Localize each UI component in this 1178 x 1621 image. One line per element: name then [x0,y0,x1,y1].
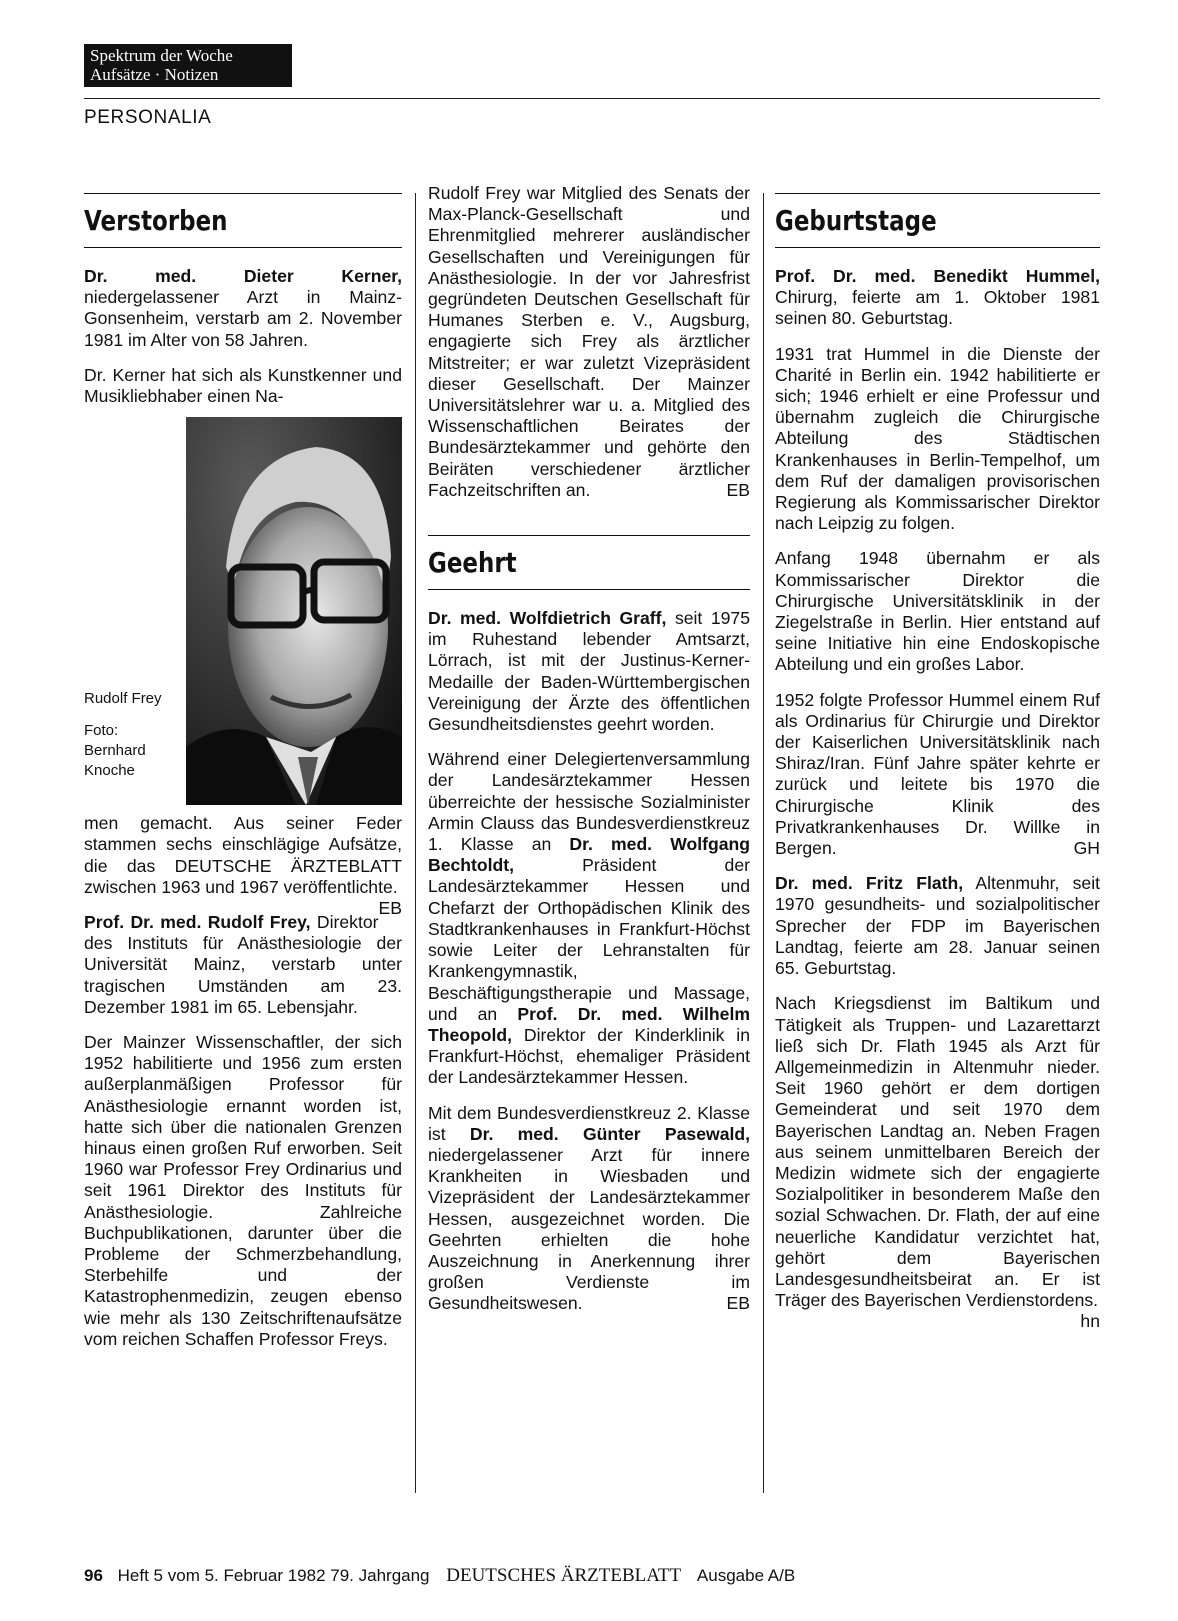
signature-hn: hn [1080,1311,1100,1332]
text-frey-3: Rudolf Frey war Mitglied des Senats der Max-Planck-Gesellschaft und Ehrenmitglied mehrerer ausländischer Gesellschaften und Vereinigungen für Anästhesiologie. In der vor Jahresfrist gegründeten Deutschen Gesellschaft für Humanes Sterben e. V., Augsburg, engagierte sich Frey als ärztlicher Mitstreiter; er war zuletzt Vizepräsident dieser Gesellschaft. Der Mainzer Universitätslehrer war u. a. Mitglied des Wissenschaftlichen Beirates der Bundesärztekammer und gehörte den Beiräten verschiedener ärztlicher Fachzeitschriften an. [428,183,750,500]
caption-name: Rudolf Frey [84,690,162,708]
text-hummel-4: 1952 folgte Professor Hummel einem Ruf als Ordinarius für Chirurgie und Direktor der Kaiserlichen Universitätsklinik nach Shiraz/Iran. Fünf Jahre später kehrte er zurück und leitete bis 1970 die Chirurgische Klinik des Privatkrankenhauses Dr. Willke in Bergen. [775,689,1100,859]
text-theopold: Direktor der Kinderklinik in Frankfurt-Höchst, ehemaliger Präsident der Landesärztekammer Hessen. [428,1024,750,1088]
article-frey [84,912,402,1018]
page-number: 96 [84,1566,103,1585]
name-graff: Dr. med. Wolfdietrich Graff, [428,608,667,629]
name-bechtoldt: Dr. med. Wolfgang Bechtoldt, [428,834,751,876]
paragraph-kerner-3 [84,813,402,919]
text-bechtoldt-a: Während einer Delegiertenversammlung der Landesärztekammer Hessen überreichte der hessische Sozialminister Armin Clauss das Bundesverdienstkreuz 1. Klasse an [428,749,750,855]
page-footer [84,1565,795,1587]
text-kerner: niedergelassener Arzt in Mainz-Gonsenheim, verstarb am 2. November 1981 im Alter von 58 Jahren. [84,287,402,350]
article-pasewald [428,1103,750,1315]
heading-geburtstage-block [775,193,1100,248]
signature-eb-1: EB [378,898,402,919]
column-divider-1 [415,193,416,1493]
paragraph-kerner-2: Dr. Kerner hat sich als Kunstkenner und Musikliebhaber einen Na- [84,364,402,407]
text-bechtoldt-b: Präsident der Landesärztekammer Hessen und Chefarzt der Orthopädischen Klinik des Stadtkrankenhauses in Frankfurt-Höchst sowie Leiter der Lehranstalten für Krankengymnastik, Beschäftigungstherapie und Massage, und an [428,855,750,1024]
caption-credit-label: Foto: [84,722,119,740]
text-flath: Altenmuhr, seit 1970 gesundheits- und sozialpolitischer Sprecher der FDP im Bayerischen Landtag, feierte am 28. Januar seinen 65. Geburtstag. [775,873,1100,979]
article-flath [775,873,1100,979]
text-frey: Direktor des Instituts für Anästhesiologie der Universität Mainz, verstarb unter tragischen Umständen am 23. Dezember 1981 im 65. Lebensjahr. [84,912,402,1017]
signature-eb-2: EB [726,479,750,500]
portrait-image [186,417,402,805]
text-hummel: Chirurg, feierte am 1. Oktober 1981 seinen 80. Geburtstag. [775,287,1100,329]
name-frey: Prof. Dr. med. Rudolf Frey, [84,912,311,933]
paragraph-hummel-4 [775,690,1100,860]
heading-geehrt: Geehrt [428,546,517,580]
name-kerner: Dr. med. Dieter Kerner, [84,266,402,286]
section-badge [84,44,292,87]
name-hummel: Prof. Dr. med. Benedikt Hummel, [775,266,1100,286]
photo-caption [84,689,184,793]
heading-verstorben-block [84,193,402,248]
column-divider-2 [763,193,764,1493]
paragraph-hummel-3: Anfang 1948 übernahm er als Kommissarischer Direktor die Chirurgische Universitätsklinik in der Ziegelstraße in Berlin. Hier entstand auf seine Initiative hin eine Endoskopische Abteilung und ein großes Labor. [775,548,1100,675]
badge-line-1: Spektrum der Woche [90,46,233,65]
column-geehrt [428,183,750,1329]
heading-geehrt-block [428,535,750,590]
text-flath-2: Nach Kriegsdienst im Baltikum und Tätigkeit als Truppen- und Lazarettarzt ließ sich Dr. Flath 1945 als Arzt für Allgemeinmedizin in Altenmuhr nieder. Seit 1960 gehört er dem dortigen Gemeinderat und seit 1970 dem Bayerischen Landtag an. Neben Fragen aus seinem unmittelbaren Bereich der Medizin widmete sich der engagierte Sozialpolitiker in besonderem Maße den sozial Schwachen. Dr. Flath, der auf eine neuerliche Kandidatur verzichtet hat, gehört dem Bayerischen Landesgesundheitsbeirat an. Er ist Träger des Bayerischen Verdienstordens. [775,993,1100,1311]
caption-credit-name: Bernhard Knoche [84,742,146,780]
name-flath: Dr. med. Fritz Flath, [775,873,964,894]
section-title: PERSONALIA [84,107,212,128]
signature-eb-3: EB [726,1293,750,1314]
photo-block [84,417,402,805]
journal-name: DEUTSCHES ÄRZTEBLATT [446,1565,682,1586]
issue-info: Heft 5 vom 5. Februar 1982 79. Jahrgang [117,1566,430,1585]
signature-gh: GH [1073,838,1100,859]
article-kerner [84,266,402,351]
text-pasewald-a: Mit dem Bundesverdienstkreuz 2. Klasse ist [428,1102,750,1144]
badge-line-2: Aufsätze · Notizen [90,65,219,84]
paragraph-frey-2: Der Mainzer Wissenschaftler, der sich 1952 habilitierte und 1956 zum ersten außerplanmäßigen Professor für Anästhesiologie ernannt worden ist, hatte sich über die nationalen Grenzen hinaus einen großen Ruf erworben. Seit 1960 war Professor Frey Ordinarius und seit 1961 Direktor des Instituts für Anästhesiologie. Zahlreiche Buchpublikationen, darunter über die Probleme der Schmerzbehandlung, Sterbehilfe und der Katastrophenmedizin, zeugen ebenso wie mehr als 130 Zeitschriftenaufsätze vom reichen Schaffen Professor Freys. [84,1032,402,1349]
text-pasewald-b: niedergelassener Arzt für innere Krankheiten in Wiesbaden und Vizepräsident der Landesärztekammer Hessen, ausgezeichnet worden. Die Geehrten erhielten die hohe Auszeichnung in Anerkennung ihrer großen Verdienste im Gesundheitswesen. [428,1144,750,1314]
heading-geburtstage: Geburtstage [775,204,937,237]
column-verstorben [84,193,402,1364]
header-rule [84,98,1100,99]
article-hummel [775,266,1100,330]
edition-info: Ausgabe A/B [696,1566,796,1585]
article-bechtoldt [428,749,750,1088]
paragraph-flath-2 [775,993,1100,1332]
article-graff [428,608,750,735]
portrait-photo [186,417,402,805]
heading-verstorben: Verstorben [84,204,228,237]
text-kerner-3: men gemacht. Aus seiner Feder stammen sechs einschlägige Aufsätze, die das DEUTSCHE ÄRZTEBLATT zwischen 1963 und 1967 veröffentlichte. [84,813,402,897]
text-graff: seit 1975 im Ruhestand lebender Amtsarzt, Lörrach, ist mit der Justinus-Kerner-Medaille der Baden-Württembergischen Vereinigung der Ärzte des öffentlichen Gesundheitsdienstes geehrt worden. [428,608,751,735]
paragraph-frey-3 [428,183,750,501]
name-pasewald: Dr. med. Günter Pasewald, [469,1123,750,1144]
column-geburtstage [775,193,1100,1333]
name-theopold: Prof. Dr. med. Wilhelm Theopold, [428,1003,750,1045]
paragraph-hummel-2: 1931 trat Hummel in die Dienste der Charité in Berlin ein. 1942 habilitierte er sich; 1946 erhielt er eine Professur und übernahm zugleich die Chirurgische Abteilung des Städtischen Krankenhauses in Berlin-Tempelhof, um dem Ruf der damaligen provisorischen Regierung als Kommissarischer Direktor nach Leipzig zu folgen. [775,343,1100,534]
